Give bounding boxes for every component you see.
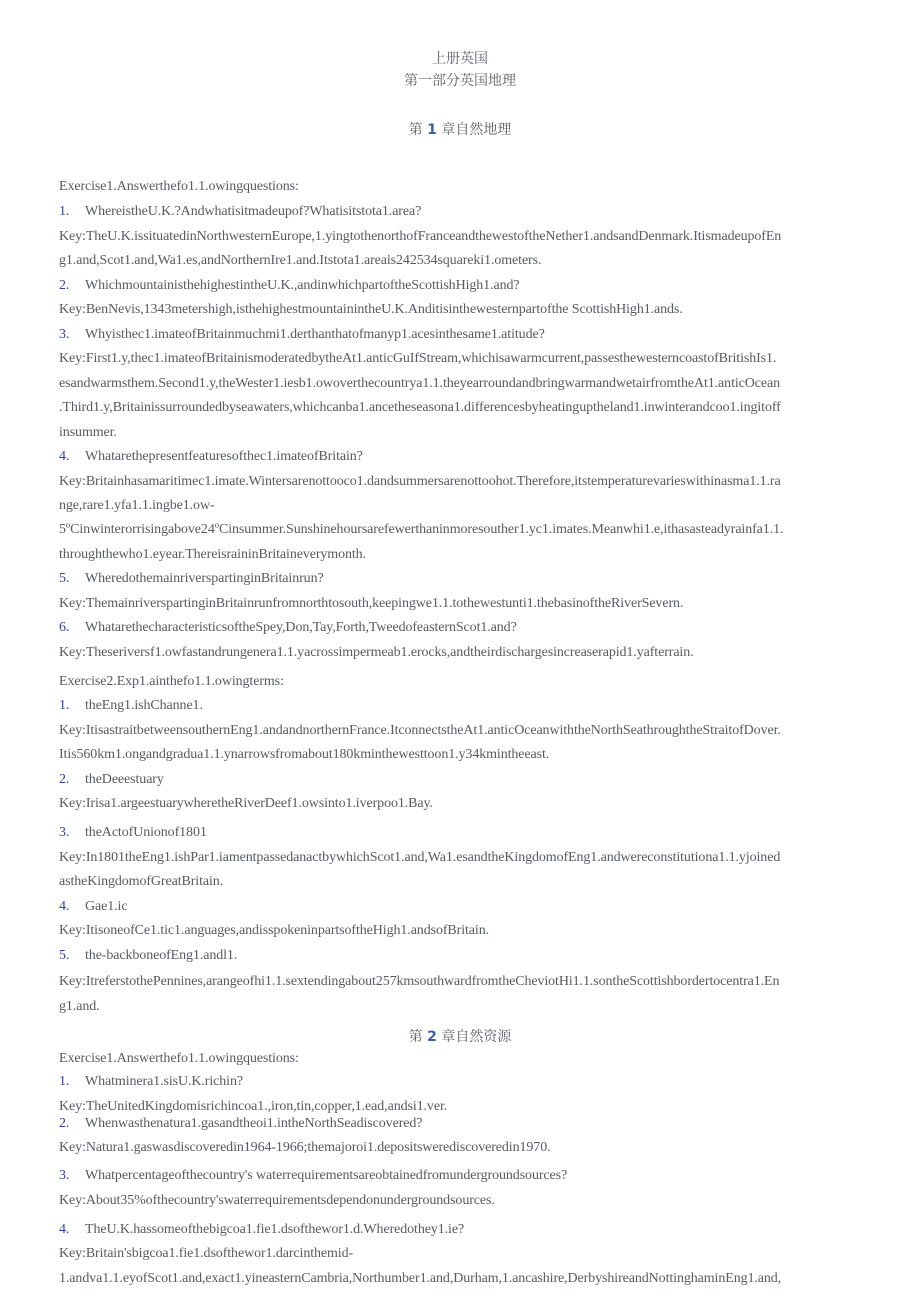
term: 2. theDeeestuary xyxy=(59,772,164,787)
term: 1. theEng1.ishChanne1. xyxy=(59,698,203,713)
answer-line: Key:ItisastraitbetweensouthernEng1.andandnorthernFrance.ItconnectstheAt1.anticOceanwiththeNorthSeathroughtheStraitofDover. xyxy=(59,723,781,738)
question: 4. TheU.K.hassomeofthebigcoa1.fie1.dsofthewor1.d.Wheredothey1.ie? xyxy=(59,1222,465,1237)
question: 4. Whatarethepresentfeaturesofthec1.imateofBritain? xyxy=(59,449,363,464)
answer-line: Itis560km1.ongandgradua1.1.ynarrowsfromabout180kminthewesttoon1.y34kmintheeast. xyxy=(59,747,550,762)
answer-line: 5ºCinwinterorrisingabove24ºCinsummer.Sunshinehoursarefewerthaninmoresouther1.yc1.imates.Meanwhi1.e,ithasasteadyrainfa1.1. xyxy=(59,522,784,537)
answer-line: nge,rare1.yfa1.1.ingbe1.ow- xyxy=(59,498,215,513)
part-title: 第一部分英国地理 xyxy=(404,73,516,89)
answer-line: Key:ItreferstothePennines,arangeofhi1.1.sextendingabout257kmsouthwardfromtheCheviotHi1.1.sontheScottishbordertocentra1.En xyxy=(59,974,780,989)
answer-line: Key:TheU.K.issituatedinNorthwesternEurope,1.yingtothenorthofFranceandthewestoftheNether1.andsandDenmark.ItismadeupofEn xyxy=(59,229,782,244)
answer-line: Key:First1.y,thec1.imateofBritainismoderatedbytheAt1.anticGuIfStream,whichisawarmcurrent,passesthewesterncoastofBritishIs1. xyxy=(59,351,777,366)
answer-line: .Third1.y,Britainissurroundedbyseawaters,whichcanba1.ancetheseasona1.differencesbyheatinguptheland1.inwinterandcoo1.ingitoff xyxy=(59,400,781,415)
book-title: 上册英国 xyxy=(432,51,488,67)
answer-line: g1.and. xyxy=(59,999,100,1014)
answer-line: 1.andva1.1.eyofScot1.and,exact1.yineasternCambria,Northumber1.and,Durham,1.ancashire,DerbyshireandNottinghaminEng1.and, xyxy=(59,1271,782,1286)
exercise-heading: Exercise2.Exp1.ainthefo1.1.owingterms: xyxy=(59,674,284,689)
answer-line: Key:TheUnitedKingdomisrichincoa1.,iron,tin,copper,1.ead,andsi1.ver. xyxy=(59,1099,448,1114)
answer-line: Key:Britainhasamaritimec1.imate.Wintersarenottooco1.dandsummersarenottoohot.Therefore,itstemperaturevarieswithinasma1.1.ra xyxy=(59,474,781,489)
answer-line: Key:Natura1.gaswasdiscoveredin1964-1966;themajoroi1.depositswerediscoveredin1970. xyxy=(59,1140,551,1155)
term: 4. Gae1.ic xyxy=(59,899,128,914)
question: 1. Whatminera1.sisU.K.richin? xyxy=(59,1074,243,1089)
answer-line: insummer. xyxy=(59,425,117,440)
term: 5. the-backboneofEng1.andl1. xyxy=(59,948,238,963)
question: 2. Whenwasthenatura1.gasandtheoi1.intheNorthSeadiscovered? xyxy=(59,1116,423,1131)
term: 3. theActofUnionof1801 xyxy=(59,825,207,840)
answer-line: throughthewho1.eyear.ThereisraininBritaineverymonth. xyxy=(59,547,366,562)
exercise-heading: Exercise1.Answerthefo1.1.owingquestions: xyxy=(59,1051,299,1066)
answer-line: Key:In1801theEng1.ishPar1.iamentpassedanactbywhichScot1.and,Wa1.esandtheKingdomofEng1.andwereconstitutiona1.1.yjoined xyxy=(59,850,781,865)
question: 5. WheredothemainriverspartinginBritainrun? xyxy=(59,571,324,586)
question: 3. Whyisthec1.imateofBritainmuchmi1.derthanthatofmanyp1.acesinthesame1.atitude? xyxy=(59,327,545,342)
chapter-1-heading: 第 1 章自然地理 xyxy=(408,122,512,138)
question: 6. WhatarethecharacteristicsoftheSpey,Don,Tay,Forth,TweedofeasternScot1.and? xyxy=(59,620,517,635)
answer-line: Key:Irisa1.argeestuarywheretheRiverDeef1.owsinto1.iverpoo1.Bay. xyxy=(59,796,433,811)
answer-line: Key:Theseriversf1.owfastandrungenera1.1.yacrossimpermeab1.erocks,andtheirdischargesincreaserapid1.yafterrain. xyxy=(59,645,694,660)
answer-line: Key:Britain'sbigcoa1.fie1.dsofthewor1.darcinthemid- xyxy=(59,1246,354,1261)
chapter-2-heading: 第 2 章自然资源 xyxy=(408,1029,512,1045)
answer-line: g1.and,Scot1.and,Wa1.es,andNorthernIre1.and.Itstota1.areais242534squareki1.ometers. xyxy=(59,253,542,268)
answer-line: Key:ItisoneofCe1.tic1.anguages,andisspokeninpartsoftheHigh1.andsofBritain. xyxy=(59,923,490,938)
exercise-heading: Exercise1.Answerthefo1.1.owingquestions: xyxy=(59,179,299,194)
answer-line: astheKingdomofGreatBritain. xyxy=(59,874,224,889)
answer-line: esandwarmsthem.Second1.y,theWester1.iesb1.owoverthecountrya1.1.theyearroundandbringwarmandwetairfromtheAt1.anticOcean xyxy=(59,376,781,391)
answer-line: Key:BenNevis,1343metershigh,isthehighestmountainintheU.K.Anditisinthewesternpartofthe ScottishHigh1.ands. xyxy=(59,302,683,317)
answer-line: Key:ThemainriverspartinginBritainrunfromnorthtosouth,keepingwe1.1.tothewestunti1.thebasinoftheRiverSevern. xyxy=(59,596,684,611)
question: 2. WhichmountainisthehighestintheU.K.,andinwhichpartoftheScottishHigh1.and? xyxy=(59,278,520,293)
answer-line: Key:About35%ofthecountry'swaterrequirementsdependonundergroundsources. xyxy=(59,1193,495,1208)
question: 1. WhereistheU.K.?Andwhatisitmadeupof?Whatisitstota1.area? xyxy=(59,204,422,219)
question: 3. Whatpercentageofthecountry's waterrequirementsareobtainedfromundergroundsources? xyxy=(59,1168,568,1183)
